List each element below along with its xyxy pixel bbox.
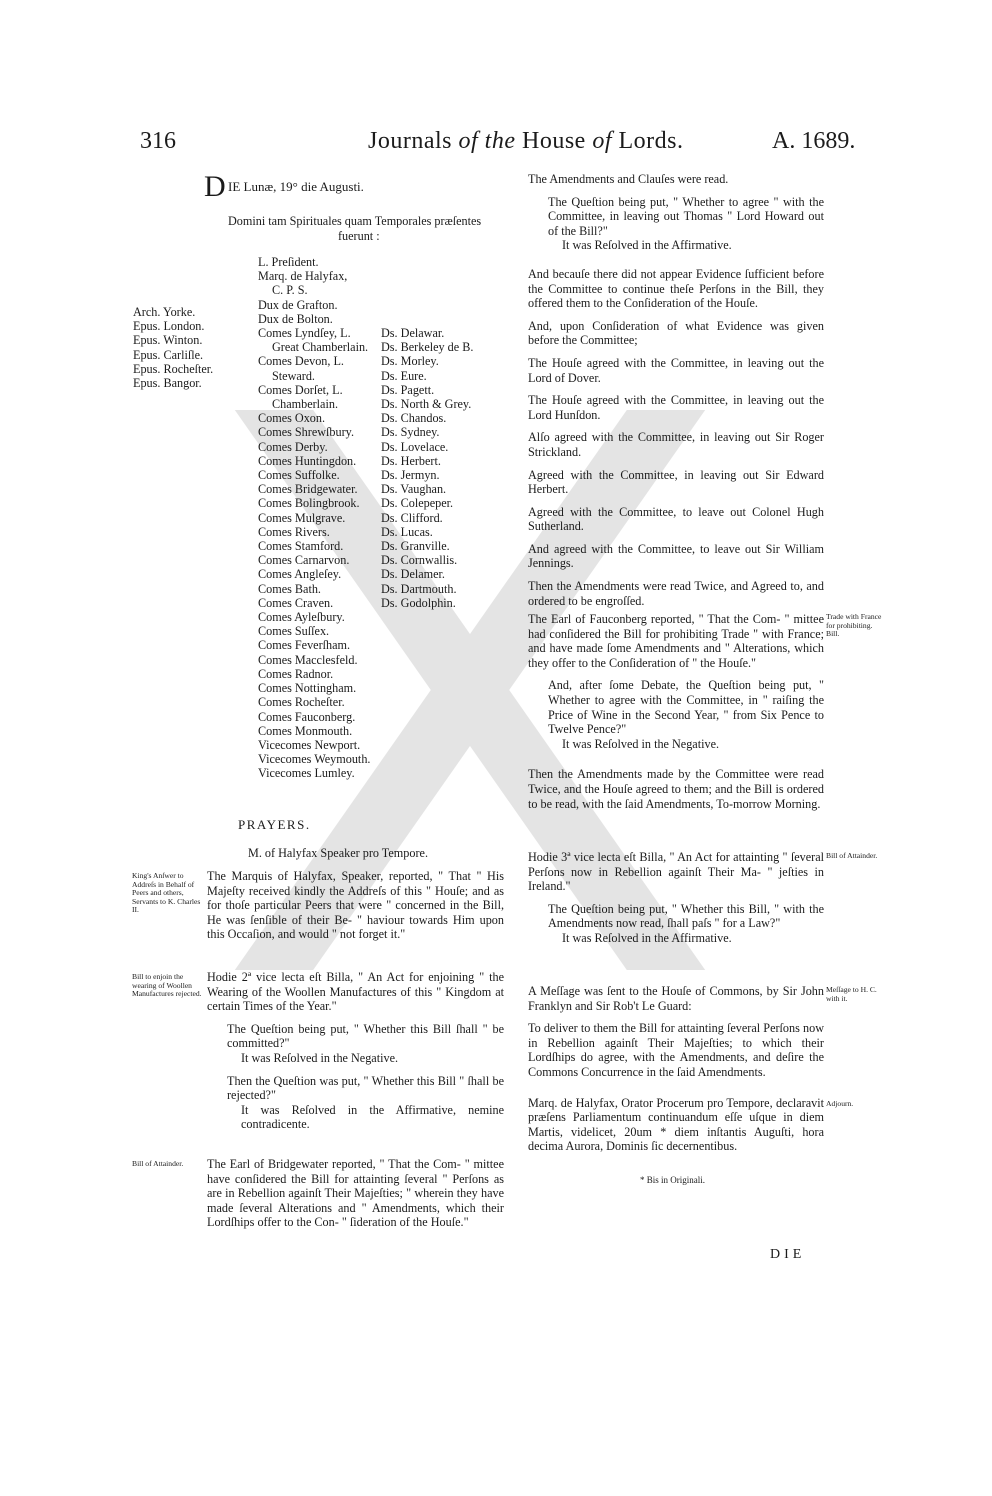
peer-entry: Ds. Colepeper. xyxy=(381,496,454,511)
right-column-part-4 xyxy=(528,984,824,1154)
peer-entry: Comes Mulgrave. xyxy=(258,510,346,525)
page-number: 316 xyxy=(140,128,176,154)
paragraph: A Meſſage was ſent to the Houſe of Commons, by Sir John Franklyn and Sir Rob't Le Guard: xyxy=(528,984,824,1013)
peer-entry: Comes Fauconberg. xyxy=(258,709,356,724)
margin-note: Adjourn. xyxy=(826,1099,854,1108)
resolution: It was Reſolved in the Affirmative. xyxy=(562,930,732,945)
margin-note: Trade with France for prohibiting. Bill. xyxy=(826,612,882,639)
bishop-entry: Epus. Rocheſter. xyxy=(133,361,214,376)
peer-entry: Comes Bolingbrook. xyxy=(258,496,360,511)
peer-entry: Ds. Eure. xyxy=(381,368,427,383)
peer-entry: Chamberlain. xyxy=(272,397,338,412)
year: A. 1689. xyxy=(772,128,856,154)
peer-entry: Comes Feverſham. xyxy=(258,638,351,653)
peer-entry: Great Chamberlain. xyxy=(272,340,369,355)
footnote: * Bis in Originali. xyxy=(640,1175,705,1185)
resolution: It was Reſolved in the Negative. xyxy=(562,736,720,751)
resolution: It was Reſolved in the Affirmative. xyxy=(562,238,732,253)
peer-entry: Ds. North & Grey. xyxy=(381,397,472,412)
left-column-section-1 xyxy=(207,869,504,950)
peer-entry: Marq. de Halyfax, xyxy=(258,269,348,284)
question: The Queſtion being put, " Whether this Bill, " with the Amendments now read, ſhall paſs " for a Law?" xyxy=(548,901,824,931)
peer-entry: Comes Ayleſbury. xyxy=(258,610,345,625)
resolution: It was Reſolved in the Negative. xyxy=(241,1050,399,1065)
attendance-line-2: fuerunt : xyxy=(338,229,380,243)
margin-note: Bill to enjoin the wearing of Woollen Manufactures rejected. xyxy=(132,972,202,999)
peer-entry: Comes Rivers. xyxy=(258,524,330,539)
paragraph: The Amendments and Clauſes were read. xyxy=(528,172,729,186)
peer-entry: Comes Macclesfeld. xyxy=(258,652,358,667)
peer-entry: Steward. xyxy=(272,368,315,383)
peer-entry: Ds. Berkeley de B. xyxy=(381,340,474,355)
peer-entry: Comes Bath. xyxy=(258,581,321,596)
right-column-part-3 xyxy=(528,850,824,954)
paragraph: To deliver to them the Bill for attainting ſeveral Perſons now in Rebellion againſt Their Majeſties; to which their Lordſhips do agree, with the Amendments, and deſire the Commons Concurrence in the ſaid Amendments. xyxy=(528,1021,824,1079)
peer-entry: Comes Radnor. xyxy=(258,666,334,681)
paragraph: Agreed with the Committee, to leave out Colonel Hugh Sutherland. xyxy=(528,504,824,534)
paragraph: And agreed with the Committee, to leave out Sir William Jennings. xyxy=(528,541,824,571)
question: And, after ſome Debate, the Queſtion being put, " Whether to agree with the Committee, in " raiſing the Price of Wine in the Second Year, " from Six Pence to Twelve Pence?" xyxy=(548,678,824,737)
peer-entry: Vicecomes Weymouth. xyxy=(258,752,371,767)
peer-entry: Comes Craven. xyxy=(258,595,334,610)
peer-entry: Ds. Lovelace. xyxy=(381,439,449,454)
left-column-section-3 xyxy=(207,1157,504,1238)
peer-entry: Comes Monmouth. xyxy=(258,723,353,738)
left-column-section-2 xyxy=(207,970,504,1140)
paragraph: Alſo agreed with the Committee, in leaving out Sir Roger Strickland. xyxy=(528,430,824,459)
margin-note: King's Anſwer to Addreſs in Behalf of Peers and others, Servants to K. Charles II. xyxy=(132,871,201,915)
peer-entry: Comes Devon, L. xyxy=(258,354,344,369)
peer-entry: Comes Shrewſbury. xyxy=(258,425,355,440)
peer-entry: Comes Huntingdon. xyxy=(258,453,357,468)
paragraph: And becauſe there did not appear Evidence ſufficient before the Committee to continue theſe Perſons in the Bill, they offered them to the Conſideration of the Houſe. xyxy=(528,266,824,311)
peer-entry: Comes Carnarvon. xyxy=(258,553,350,568)
peer-entry: Comes Dorſet, L. xyxy=(258,382,343,397)
peer-entry: Ds. Lucas. xyxy=(381,524,433,539)
peer-entry: Ds. Clifford. xyxy=(381,510,443,525)
peer-entry: Comes Stamford. xyxy=(258,539,344,554)
speaker-line: M. of Halyfax Speaker pro Tempore. xyxy=(248,846,428,860)
peer-entry: Comes Suſſex. xyxy=(258,624,330,639)
question: The Queſtion being put, " Whether this Bill ſhall " be committed?" xyxy=(227,1021,504,1051)
peer-entry: Comes Angleſey. xyxy=(258,567,342,582)
resolution: It was Reſolved in the Affirmative, nemine contradicente. xyxy=(241,1102,504,1132)
question: The Queſtion being put, " Whether to agree " with the Committee, in leaving out Thomas " Lord Howard out of the Bill?" xyxy=(548,194,824,238)
peer-entry: Ds. Vaughan. xyxy=(381,482,447,497)
question: Then the Queſtion was put, " Whether this Bill " ſhall be rejected?" xyxy=(227,1073,504,1103)
catchword: DIE xyxy=(770,1247,806,1262)
peer-entry: Vicecomes Lumley. xyxy=(258,766,355,781)
paragraph: And, upon Conſideration of what Evidence was given before the Committee; xyxy=(528,318,824,348)
session-date: IE Lunæ, 19° die Augusti. xyxy=(228,179,364,194)
peers-list-2 xyxy=(381,326,473,610)
peer-entry: C. P. S. xyxy=(272,283,308,298)
peer-entry: Comes Lyndſey, L. xyxy=(258,326,351,341)
peer-entry: Ds. Dartmouth. xyxy=(381,581,457,596)
peer-entry: Ds. Chandos. xyxy=(381,411,447,426)
paragraph: The Houſe agreed with the Committee, in leaving out the Lord Hunſdon. xyxy=(528,393,824,422)
running-title: Journals of the House of Lords. xyxy=(368,128,684,154)
peer-entry: Ds. Delamer. xyxy=(381,567,445,582)
peer-entry: Comes Bridgewater. xyxy=(258,482,358,497)
prayers-heading: PRAYERS. xyxy=(238,817,311,832)
peer-entry: Vicecomes Newport. xyxy=(258,737,361,752)
margin-note: Bill of Attainder. xyxy=(132,1159,184,1168)
drop-cap: D xyxy=(204,170,226,203)
peer-entry: Ds. Jermyn. xyxy=(381,468,440,483)
peer-entry: Comes Rocheſter. xyxy=(258,695,345,710)
peer-entry: Ds. Godolphin. xyxy=(381,595,456,610)
peer-entry: Ds. Pagett. xyxy=(381,382,435,397)
paragraph: Then the Amendments made by the Committee were read Twice, and the Houſe agreed to them; and the Bill is ordered to be read, with the ſaid Amendments, To-morrow Morning. xyxy=(528,767,824,811)
paragraph: Marq. de Halyfax, Orator Procerum pro Tempore, declaravit præſens Parliamentum continuandum eſſe uſque in diem Martis, videlicet, 20um * diem inſtantis Auguſti, hora decima Aurora, Dominis ſic decernentibus. xyxy=(528,1095,824,1154)
bishop-entry: Arch. Yorke. xyxy=(133,305,196,319)
paragraph: The Marquis of Halyfax, Speaker, reported, " That " His Majeſty received kindly the Addreſs of this " Houſe; and as for thoſe particular Peers that were " concerned in the Bill, He was ſenſible of their Be- " haviour towards Him upon this Occaſion, and would " not forget it." xyxy=(207,869,504,942)
paragraph: Hodie 3ª vice lecta eſt Billa, " An Act for attainting " ſeveral Perſons now in Rebellion againſt Their Ma- " jeſties in Ireland." xyxy=(528,850,824,894)
peer-entry: Ds. Sydney. xyxy=(381,425,440,440)
paragraph: The Earl of Fauconberg reported, " That the Com- " mittee had conſidered the Bill for prohibiting Trade " with France; and have made ſome Amendments and " Alterations, which they offer to the Conſideration of " the Houſe." xyxy=(528,612,824,670)
paragraph: Then the Amendments were read Twice, and Agreed to, and ordered to be engroſſed. xyxy=(528,579,824,608)
peers-list-1 xyxy=(258,255,370,781)
peer-entry: Comes Suffolke. xyxy=(258,468,340,483)
peer-entry: L. Preſident. xyxy=(258,255,319,269)
paragraph: Hodie 2ª vice lecta eſt Billa, " An Act for enjoining " the Wearing of the Woollen Manufactures of this " Kingdom at certain Times of the Year." xyxy=(207,970,504,1014)
peer-entry: Comes Nottingham. xyxy=(258,681,357,696)
margin-note: Bill of Attainder. xyxy=(826,851,878,860)
peer-entry: Ds. Delawar. xyxy=(381,326,445,340)
margin-note: Meſſage to H. C. with it. xyxy=(826,985,877,1003)
bishop-entry: Epus. London. xyxy=(133,319,205,334)
peer-entry: Comes Oxon. xyxy=(258,411,326,426)
peer-entry: Ds. Cornwallis. xyxy=(381,553,458,568)
peer-entry: Ds. Morley. xyxy=(381,354,439,369)
peer-entry: Dux de Grafton. xyxy=(258,297,338,312)
paragraph: The Houſe agreed with the Committee, in leaving out the Lord of Dover. xyxy=(528,355,824,385)
peer-entry: Ds. Herbert. xyxy=(381,453,441,468)
peer-entry: Comes Derby. xyxy=(258,439,328,454)
bishop-entry: Epus. Bangor. xyxy=(133,376,202,391)
bishop-entry: Epus. Winton. xyxy=(133,333,203,348)
attendance-line-1: Domini tam Spirituales quam Temporales præſentes xyxy=(228,214,482,228)
paragraph: Agreed with the Committee, in leaving out Sir Edward Herbert. xyxy=(528,467,824,497)
bishops-list xyxy=(133,305,213,390)
right-column-part-2 xyxy=(528,612,824,819)
right-column-part-1 xyxy=(528,172,824,616)
peer-entry: Dux de Bolton. xyxy=(258,311,333,326)
paragraph: The Earl of Bridgewater reported, " That the Com- " mittee have conſidered the Bill for attainting ſeveral " Perſons as are in Rebellion againſt Their Majeſties; " wherein they have made ſeveral Alterations and " Amendments, which their Lordſhips offer to the Con- " ſideration of the Houſe." xyxy=(207,1157,504,1230)
peer-entry: Ds. Granville. xyxy=(381,539,450,554)
bishop-entry: Epus. Carliſle. xyxy=(133,347,204,362)
